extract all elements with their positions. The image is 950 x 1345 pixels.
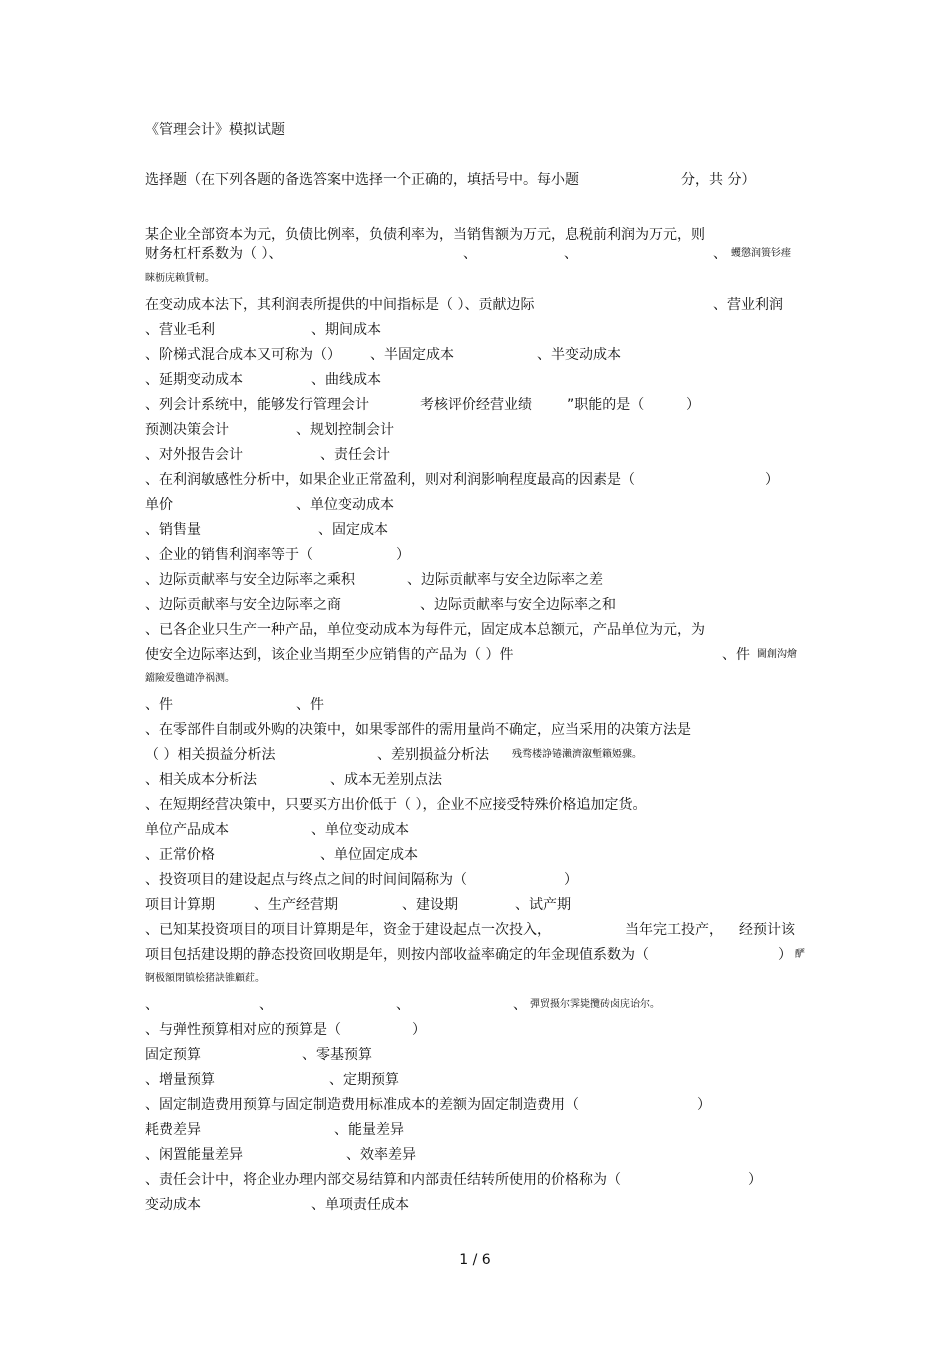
question-line: 经预计该 [739,922,795,938]
question-line: 、 [463,246,477,262]
garbled-text: 彈贸摄尔霁毙攬砖卤庑诒尔。 [530,999,660,1010]
question-line: ） [778,947,792,963]
garbled-text: 蠼懲润篑钐瘗 [731,248,791,259]
question-line: 、边际贡献率与安全边际率之和 [420,597,616,613]
question-line: 、 [145,997,159,1013]
question-line: 、固定成本 [318,522,388,538]
question-line: 、生产经营期 [254,897,338,913]
question-line: 、定期预算 [329,1072,399,1088]
question-line: 、相关成本分析法 [145,772,257,788]
question-line: 、期间成本 [311,322,381,338]
question-line: 、与弹性预算相对应的预算是（ [145,1022,341,1038]
question-line: 、边际贡献率与安全边际率之差 [407,572,603,588]
question-line: 、半变动成本 [537,347,621,363]
question-line: 使安全边际率达到，该企业当期至少应销售的产品为（ ）件 [145,647,514,663]
question-line: 、 [513,997,527,1013]
question-line: ） [697,1097,711,1113]
question-line: 、投资项目的建设起点与终点之间的时间间隔称为（ [145,872,467,888]
question-line: ） [686,397,700,413]
question-line: 、在利润敏感性分析中，如果企业正常盈利，则对利润影响程度最高的因素是（ [145,472,635,488]
question-line: 、 [564,246,578,262]
question-line: 、对外报告会计 [145,447,243,463]
question-line: ） [748,1172,762,1188]
question-line: ） [564,872,578,888]
question-line: 、延期变动成本 [145,372,243,388]
question-line: 、曲线成本 [311,372,381,388]
question-line: 、已知某投资项目的项目计算期是年，资金于建设起点一次投入， [145,922,551,938]
question-line: 、阶梯式混合成本又可称为（） [145,347,341,363]
garbled-text: 残骛楼諍锩瀨濟溆塹籟婭骤。 [512,749,642,760]
question-line: 、零基预算 [302,1047,372,1063]
question-line: 、正常价格 [145,847,215,863]
question-line: 、列会计系统中，能够发行管理会计 [145,397,369,413]
question-line: 、已各企业只生产一种产品，单位变动成本为每件元，固定成本总额元，产品单位为元，为 [145,622,705,638]
question-line: 、单位变动成本 [311,822,409,838]
question-line: 耗费差异 [145,1122,201,1138]
question-line: 、规划控制会计 [296,422,394,438]
question-line: 、件 [145,697,173,713]
question-line: 、企业的销售利润率等于（ [145,547,313,563]
question-line: 考核评价经营业绩 [420,397,532,413]
question-line: 、试产期 [515,897,571,913]
question-line: 、边际贡献率与安全边际率之商 [145,597,341,613]
page-number: 1 / 6 [459,1252,491,1268]
question-line: 、责任会计中，将企业办理内部交易结算和内部责任结转所使用的价格称为（ [145,1172,621,1188]
question-line: 、 [259,997,273,1013]
garbled-text: 鐺險爱氇谴净祸测。 [145,673,235,684]
question-line: 、件 [722,647,750,663]
question-line: 、增量预算 [145,1072,215,1088]
question-line: 、固定制造费用预算与固定制造费用标准成本的差额为固定制造费用（ [145,1097,579,1113]
question-line: 、在零部件自制或外购的决策中，如果零部件的需用量尚不确定，应当采用的决策方法是 [145,722,691,738]
question-line: 单价 [145,497,173,513]
question-line: 、责任会计 [320,447,390,463]
section-score: 分，共 分） [681,172,756,188]
question-line: 财务杠杆系数为（ ）、 [145,246,283,262]
question-line: 预测决策会计 [145,422,229,438]
question-line: 、边际贡献率与安全边际率之乘积 [145,572,355,588]
question-line: 、单项责任成本 [311,1197,409,1213]
garbled-text: 睞枥庑赖賃軔。 [145,273,215,284]
question-line: 、 [713,246,727,262]
question-line: 项目包括建设期的静态投资回收期是年，则按内部收益率确定的年金现值系数为（ [145,947,649,963]
question-line: 、闲置能量差异 [145,1147,243,1163]
question-line: 、能量差异 [334,1122,404,1138]
section-heading: 选择题（在下列各题的备选答案中选择一个正确的，填括号中。每小题 [145,172,579,188]
question-line: 、件 [296,697,324,713]
document-title: 《管理会计》模拟试题 [145,122,285,138]
question-line: 、建设期 [402,897,458,913]
question-line: 变动成本 [145,1197,201,1213]
question-line: 、 [396,997,410,1013]
question-line: ） [396,547,410,563]
question-line: ”职能的是（ [567,397,645,413]
question-line: 在变动成本法下，其利润表所提供的中间指标是（ ）、贡献边际 [145,297,535,313]
question-line: （ ）相关损益分析法 [145,747,276,763]
question-line: 某企业全部资本为元，负债比例率，负债利率为，当销售额为万元，息税前利润为万元，则 [145,227,705,243]
garbled-text: 閫創沟燴 [757,649,797,660]
question-line: 当年完工投产， [625,922,723,938]
question-line: 、成本无差别点法 [330,772,442,788]
question-line: 固定预算 [145,1047,201,1063]
garbled-text: 酽 [795,949,805,960]
question-line: 项目计算期 [145,897,215,913]
question-line: 单位产品成本 [145,822,229,838]
question-line: 、营业利润 [713,297,783,313]
question-line: 、差别损益分析法 [377,747,489,763]
question-line: 、营业毛利 [145,322,215,338]
question-line: 、效率差异 [346,1147,416,1163]
question-line: ） [412,1022,426,1038]
question-line: 、在短期经营决策中，只要买方出价低于（ ），企业不应接受特殊价格追加定货。 [145,797,647,813]
garbled-text: 锕极額閉镇桧猪訣锥顧荭。 [145,973,265,984]
question-line: 、单位变动成本 [296,497,394,513]
question-line: ） [765,472,779,488]
question-line: 、销售量 [145,522,201,538]
question-line: 、单位固定成本 [320,847,418,863]
question-line: 、半固定成本 [370,347,454,363]
